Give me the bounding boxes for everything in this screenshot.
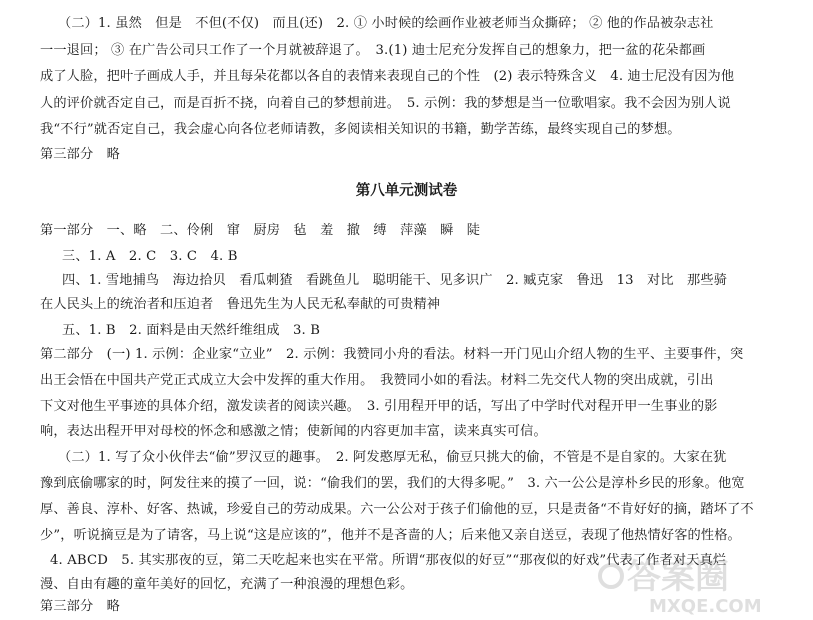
text-line: 4. ABCD 5. 其实那夜的豆，第二天吃起来也实在平常。所谓“那夜似的好豆”“那夜似的好戏”代表了作者对天真烂 (50, 553, 727, 568)
section-label: 第三部分 略 (40, 599, 121, 614)
section-label: 第三部分 略 (40, 147, 121, 162)
svg-text:答案圈: 答案圈 (627, 557, 729, 597)
text-line: 第二部分 (一) 1. 示例：企业家“立业” 2. 示例：我赞同小舟的看法。材料一开门见山介绍人物的生平、主要事件，突 (40, 347, 744, 362)
text-line: 五、1. B 2. 面料是由天然纤维组成 3. B (62, 323, 321, 338)
text-line: 三、1. A 2. C 3. C 4. B (62, 249, 238, 264)
text-line: 漫、自由有趣的童年美好的回忆，充满了一种浪漫的理想色彩。 (40, 577, 414, 592)
text-line: 我“不行”就否定自己，我会虚心向各位老师请教，多阅读相关知识的书籍，勤学苦练，最终实现自己的梦想。 (40, 122, 681, 137)
text-line: 人的评价就否定自己，而是百折不挠，向着自己的梦想前进。 5. 示例：我的梦想是当一位歌唱家。我不会因为别人说 (40, 96, 731, 111)
text-line: 第一部分 一、略 二、伶俐 窜 厨房 毡 羞 撤 缚 萍藻 瞬 陡 (40, 223, 481, 238)
text-line: 成了人脸，把叶子画成人手，并且每朵花都以各自的表情来表现自己的个性 (2) 表示特殊含义 4. 迪士尼没有因为他 (40, 69, 735, 84)
text-line: （二）1. 虽然 但是 不但(不仅) 而且(还) 2. ① 小时候的绘画作业被老师当众撕碎； ② 他的作品被杂志社 (58, 16, 714, 31)
text-line: 少”，听说摘豆是为了请客，马上说“这是应该的”，他并不是吝啬的人；后来他又亲自送豆，表现了他热情好客的性格。 (40, 528, 741, 543)
text-line: 在人民头上的统治者和压迫者 鲁迅先生为人民无私奉献的可贵精神 (40, 297, 441, 312)
text-line: 出王会悟在中国共产党正式成立大会中发挥的重大作用。 我赞同小如的看法。材料二先交代人物的突出成就，引出 (40, 373, 714, 388)
text-line: 一一退回； ③ 在广告公司只工作了一个月就被辞退了。 3.(1) 迪士尼充分发挥自己的想象力，把一盆的花朵都画 (40, 43, 706, 58)
text-line: 豫到底偷哪家的时，阿发往来的摸了一回，说：“偷我们的罢，我们的大得多呢。” 3. 六一公公是淳朴乡民的形象。他宽 (40, 476, 745, 491)
page-title: 第八单元测试卷 (355, 183, 458, 199)
text-line: 下文对他生平事迹的具体介绍，激发读者的阅读兴趣。 3. 引用程开甲的话，写出了中学时代对程开甲一生事业的影 (40, 399, 718, 414)
text-line: 四、1. 雪地捕鸟 海边拾贝 看瓜刺猹 看跳鱼儿 聪明能干、见多识广 2. 臧克家 鲁迅 13 对比 那些骑 (62, 273, 728, 288)
text-line: 厚、善良、淳朴、好客、热诚，珍爱自己的劳动成果。六一公公对于孩子们偷他的豆，只是责备“不肯好好的摘，踏坏了不 (40, 502, 754, 517)
text-line: 响，表达出程开甲对母校的怀念和感激之情；使新闻的内容更加丰富，读来真实可信。 (40, 424, 547, 439)
text-line: （二）1. 写了众小伙伴去“偷”罗汉豆的趣事。 2. 阿发憨厚无私，偷豆只挑大的偷，不管是不是自家的。大家在犹 (58, 450, 727, 465)
svg-text:MXQE.COM: MXQE.COM (649, 596, 762, 616)
